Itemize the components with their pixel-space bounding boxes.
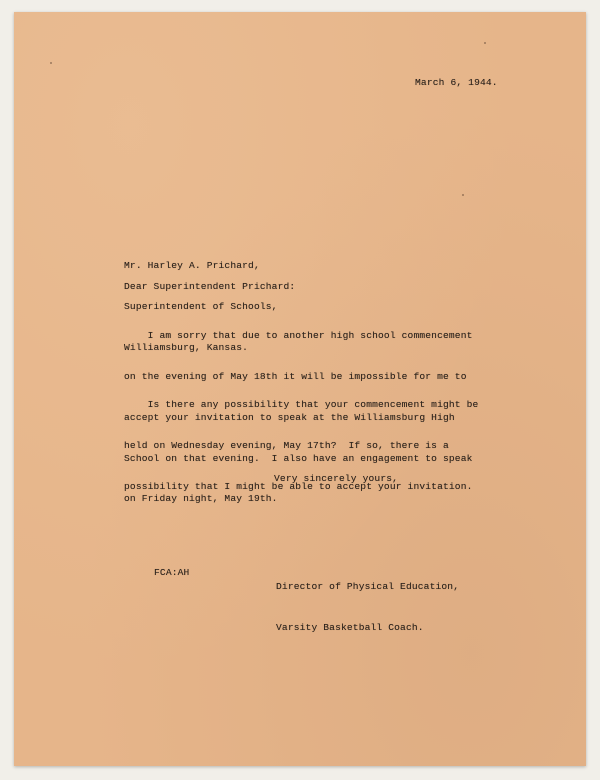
paragraph-line: on the evening of May 18th it will be impossible for me to	[124, 370, 467, 382]
paragraph-line: School on that evening. I also have an engagement to speak	[124, 452, 473, 464]
signature-block	[276, 553, 459, 662]
signature-title-line: Varsity Basketball Coach.	[276, 621, 424, 633]
paper-speck	[462, 194, 464, 196]
letter-page	[14, 12, 586, 766]
paragraph-line: Is there any possibility that your commencement might be	[124, 399, 479, 411]
paragraph-line: possibility that I might be able to accept your invitation.	[124, 480, 473, 492]
paper-speck	[484, 42, 486, 44]
address-line: Mr. Harley A. Prichard,	[124, 260, 260, 272]
address-line: Superintendent of Schools,	[124, 300, 278, 312]
paragraph-line: accept your invitation to speak at the Williamsburg High	[124, 411, 455, 423]
paragraph-line: on Friday night, May 19th.	[124, 493, 278, 505]
complimentary-closing: Very sincerely yours,	[274, 473, 399, 484]
paragraph-line: I am sorry that due to another high school commencement	[124, 330, 473, 342]
letter-date: March 6, 1944.	[415, 77, 498, 88]
signature-title-line: Director of Physical Education,	[276, 581, 460, 593]
paragraph-line: held on Wednesday evening, May 17th? If so, there is a	[124, 439, 449, 451]
body-paragraph-2	[124, 371, 478, 521]
reference-initials: FCA:AH	[154, 567, 190, 578]
paper-speck	[50, 62, 52, 64]
salutation: Dear Superintendent Prichard:	[124, 281, 296, 292]
address-line: Williamsburg, Kansas.	[124, 341, 249, 353]
